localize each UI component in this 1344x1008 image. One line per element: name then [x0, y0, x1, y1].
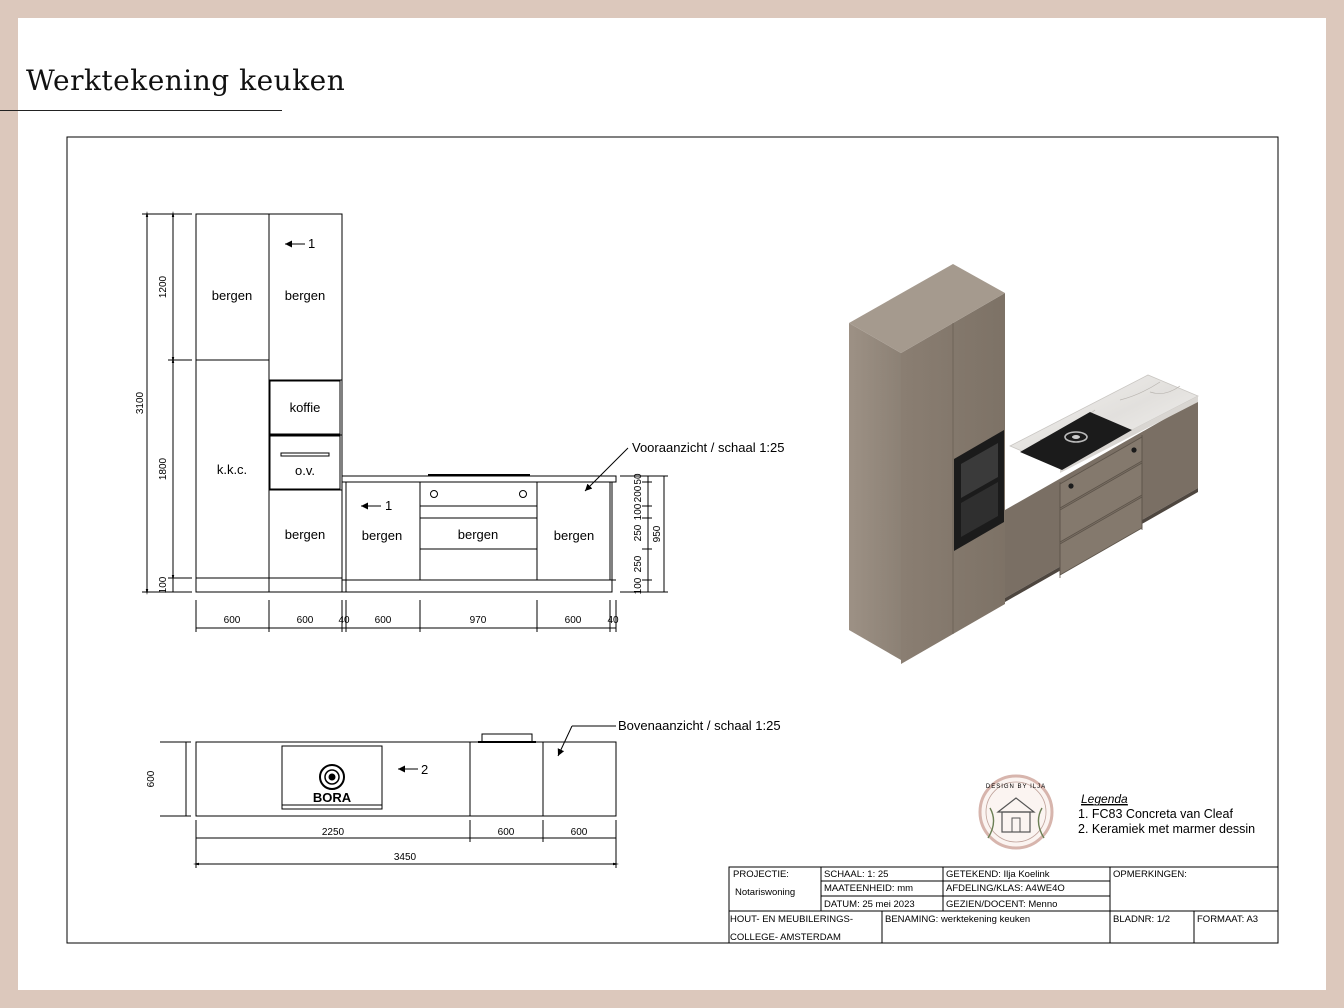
dim-50: 50 — [633, 473, 644, 485]
label-oven: o.v. — [295, 463, 315, 478]
kitchen-3d-render — [849, 264, 1198, 664]
dim-bottom-40-1: 40 — [338, 615, 350, 626]
legend-item-1: 1. FC83 Concreta van Cleaf — [1078, 807, 1233, 821]
tb-getekend: GETEKEND: Ilja Koelink — [946, 869, 1050, 880]
top-view-outline — [196, 742, 616, 816]
dim-bottom-600-1: 600 — [223, 615, 241, 626]
dim-top-3450: 3450 — [393, 852, 417, 863]
dim-200: 200 — [633, 485, 644, 503]
front-view-labels — [135, 236, 785, 626]
label-bergen-5: bergen — [457, 527, 499, 542]
dim-bottom-970: 970 — [469, 615, 487, 626]
title-block-text — [730, 869, 1258, 943]
label-koffie: koffie — [289, 400, 321, 415]
dim-1200: 1200 — [158, 275, 169, 299]
tb-formaat: FORMAAT: A3 — [1197, 914, 1259, 925]
label-kkc: k.k.c. — [216, 462, 248, 477]
tb-gezien: GEZIEN/DOCENT: Menno — [946, 899, 1058, 910]
tb-schaal: SCHAAL: 1: 25 — [824, 869, 889, 880]
dim-100-b: 100 — [633, 577, 644, 595]
dim-1800: 1800 — [158, 457, 169, 481]
dim-bottom-40-2: 40 — [607, 615, 619, 626]
tb-maateenheid: MAATEENHEID: mm — [824, 883, 914, 894]
logo-caption: DESIGN BY ILJA — [985, 784, 1047, 790]
dim-top-2250: 2250 — [321, 827, 345, 838]
top-view-labels — [146, 718, 781, 863]
label-bergen-2: bergen — [284, 288, 326, 303]
dim-top-600-1: 600 — [497, 827, 515, 838]
tb-project-label: PROJECTIE: — [733, 869, 789, 880]
legend-item-2: 2. Keramiek met marmer dessin — [1078, 822, 1256, 836]
label-bergen-6: bergen — [553, 528, 595, 543]
marker-2: 2 — [421, 762, 429, 777]
page-title: Werktekening keuken — [26, 64, 346, 97]
oven-handle — [281, 453, 329, 456]
marker-1-base: 1 — [385, 498, 393, 513]
dim-bottom-600-2: 600 — [296, 615, 314, 626]
front-view — [142, 214, 668, 632]
label-bergen-4: bergen — [361, 528, 403, 543]
tb-afdeling: AFDELING/KLAS: A4WE4O — [946, 883, 1065, 894]
top-view — [160, 726, 616, 868]
label-bergen-1: bergen — [211, 288, 253, 303]
tb-project-value: Notariswoning — [735, 887, 796, 898]
legend — [1078, 792, 1255, 836]
dim-bottom-600-4: 600 — [564, 615, 582, 626]
dim-250-a: 250 — [633, 524, 644, 542]
dim-250-b: 250 — [633, 555, 644, 573]
tb-school-1: HOUT- EN MEUBILERINGS- — [730, 914, 853, 925]
top-view-annotation: Bovenaanzicht / schaal 1:25 — [618, 718, 781, 733]
countertop-front — [342, 476, 616, 482]
marker-1-top: 1 — [308, 236, 316, 251]
dim-3100: 3100 — [135, 391, 146, 415]
dim-bottom-600-3: 600 — [374, 615, 392, 626]
tb-school-2: COLLEGE- AMSTERDAM — [730, 932, 841, 943]
tb-benaming: BENAMING: werktekening keuken — [885, 914, 1031, 925]
legend-title: Legenda — [1081, 792, 1128, 806]
bora-brand-label: BORA — [312, 790, 352, 805]
dim-950: 950 — [652, 525, 663, 543]
dim-top-600-2: 600 — [570, 827, 588, 838]
tb-opmerkingen: OPMERKINGEN: — [1113, 869, 1187, 880]
dim-depth-600: 600 — [146, 770, 157, 788]
label-bergen-3: bergen — [284, 527, 326, 542]
tb-datum: DATUM: 25 mei 2023 — [824, 899, 915, 910]
front-view-annotation: Vooraanzicht / schaal 1:25 — [632, 440, 785, 455]
dim-100-a: 100 — [633, 503, 644, 521]
dim-100-left: 100 — [158, 576, 169, 594]
tb-bladnr: BLADNR: 1/2 — [1113, 914, 1171, 925]
